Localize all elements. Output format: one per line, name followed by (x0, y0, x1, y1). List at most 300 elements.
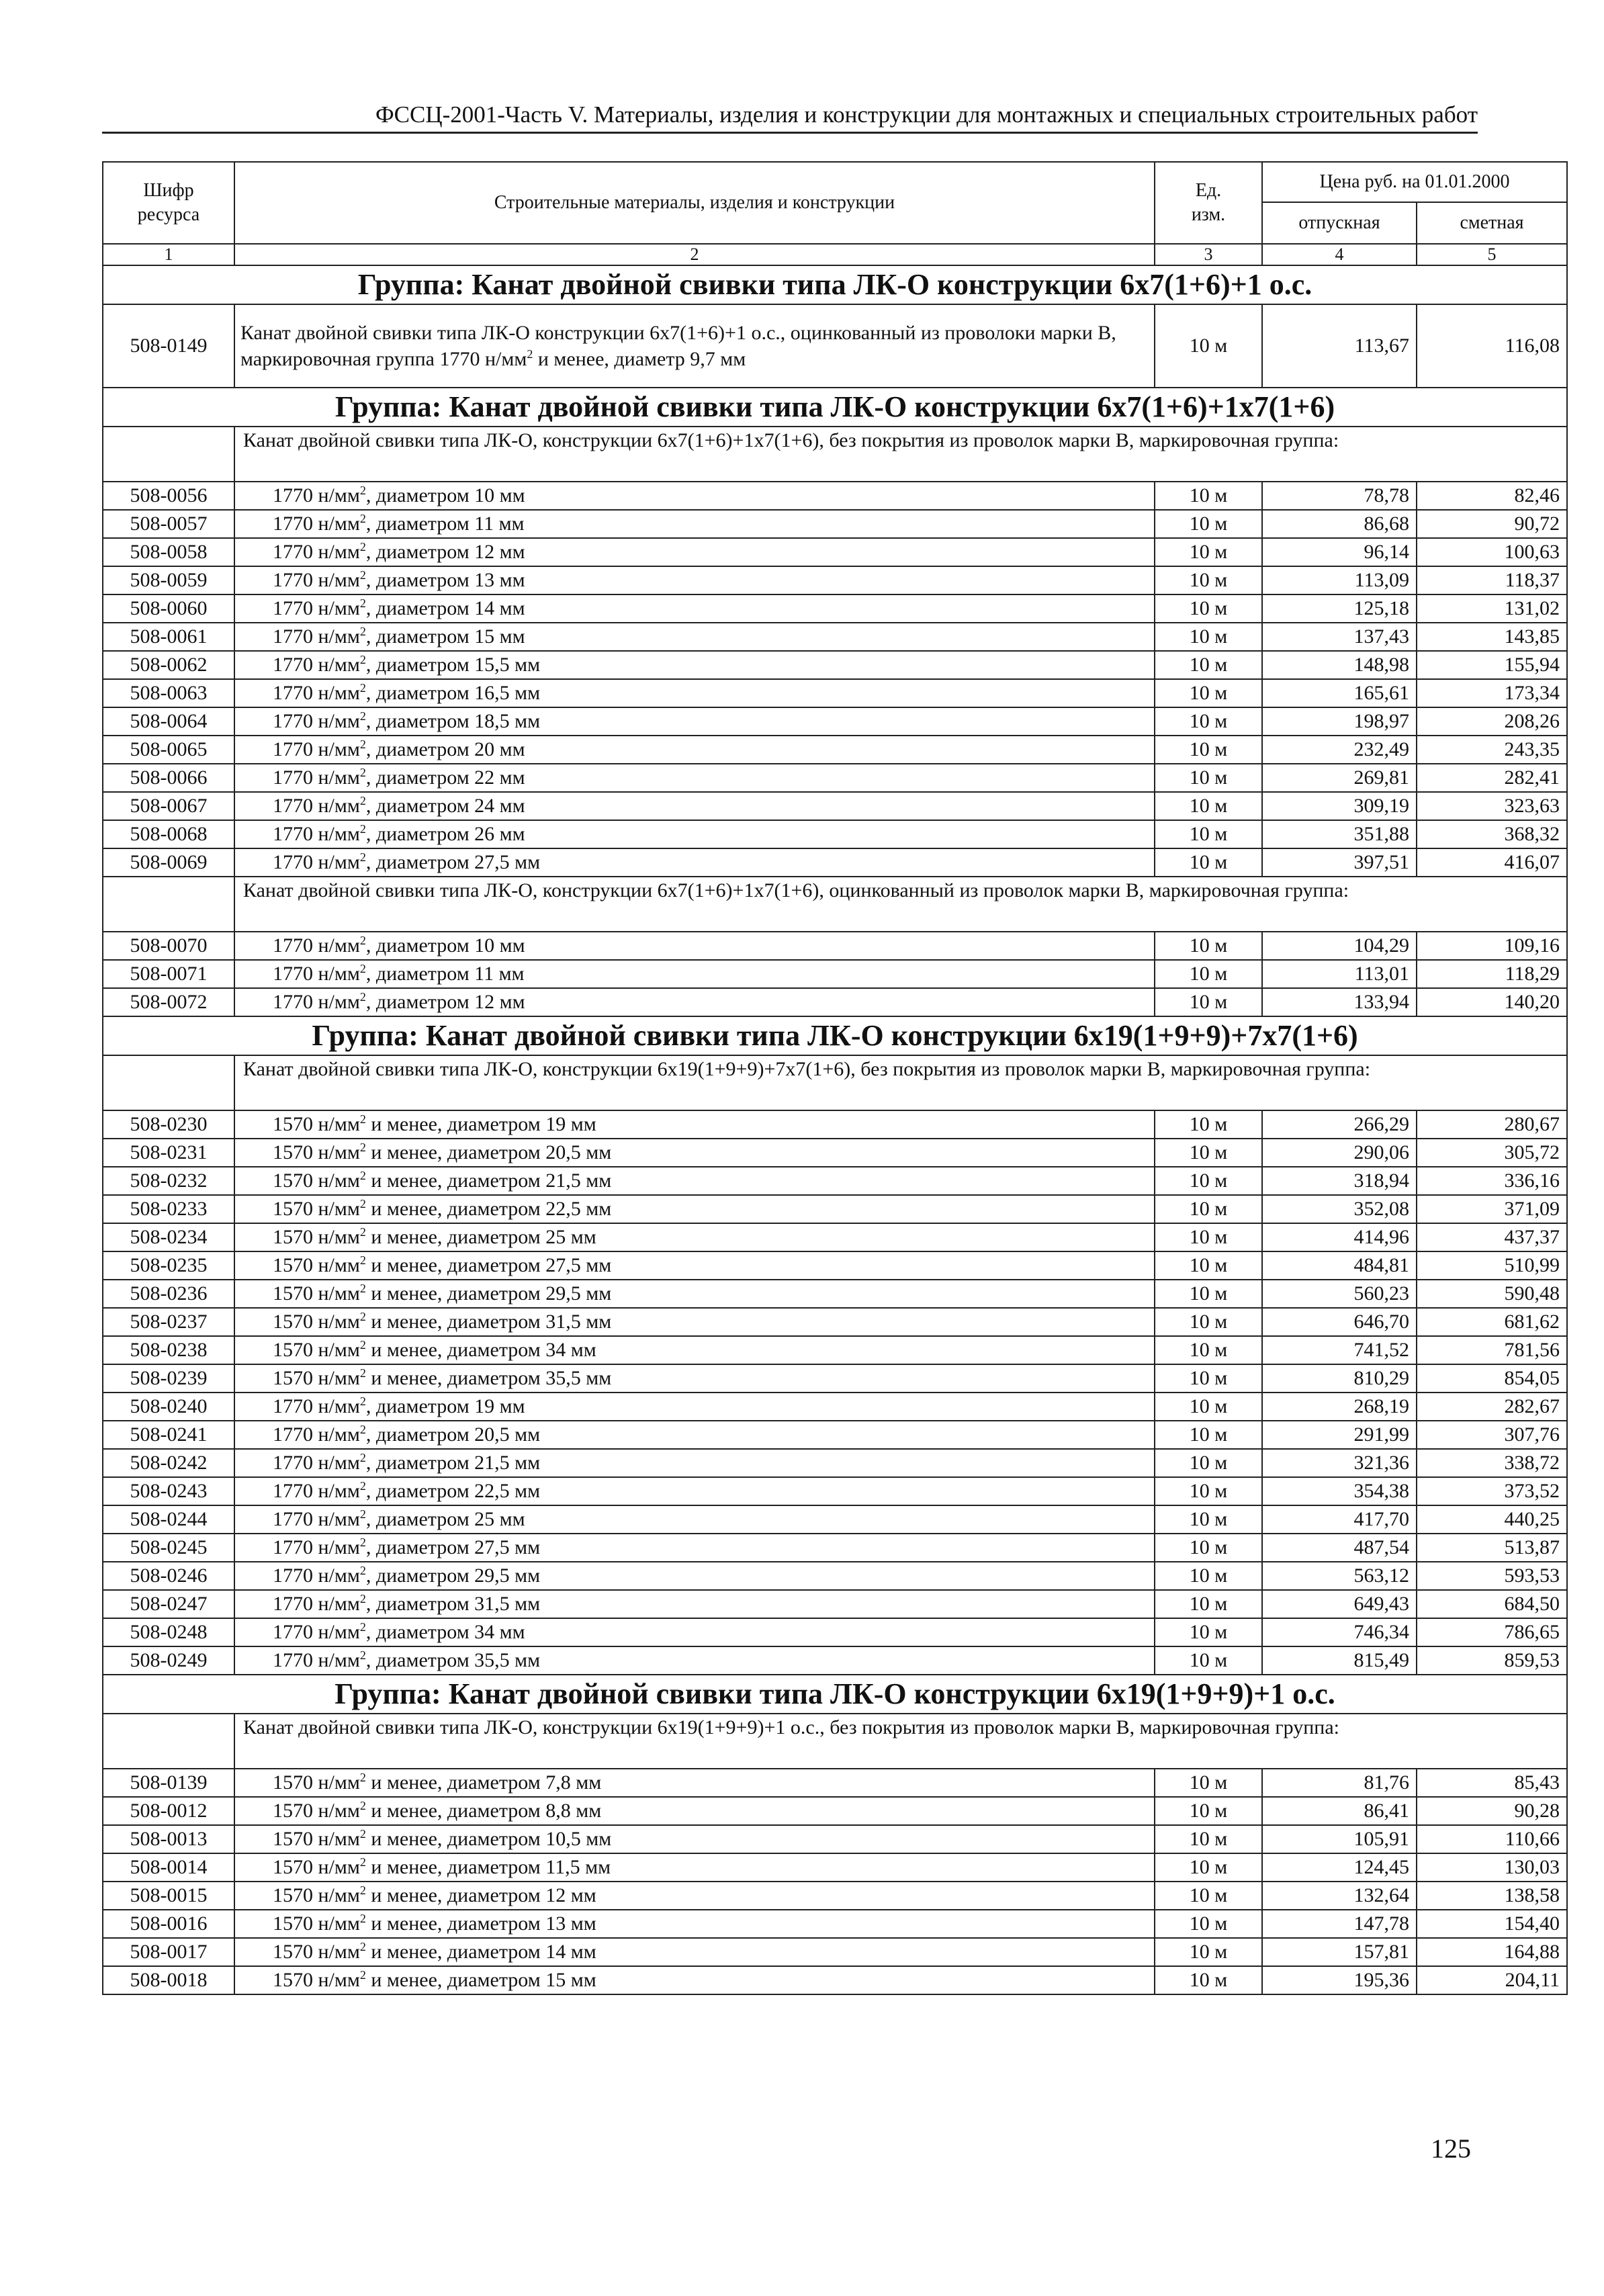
resource-code: 508-0240 (103, 1393, 234, 1421)
material-name (234, 820, 1155, 848)
grade-text: 1770 н/мм (273, 682, 360, 704)
superscript-2: 2 (359, 1620, 366, 1634)
diameter-text: , диаметром 15,5 мм (365, 654, 541, 676)
material-name (234, 1505, 1155, 1534)
table-row (103, 594, 1567, 623)
price-table (102, 161, 1568, 1995)
superscript-2: 2 (359, 1282, 366, 1295)
resource-code: 508-0056 (103, 482, 234, 510)
resource-code: 508-0018 (103, 1966, 234, 1994)
superscript-2: 2 (359, 766, 366, 779)
table-row (103, 1618, 1567, 1646)
grade-text: 1770 н/мм (273, 1508, 360, 1530)
unit: 10 м (1155, 1280, 1262, 1308)
unit: 10 м (1155, 594, 1262, 623)
release-price: 321,36 (1262, 1449, 1417, 1477)
release-price: 198,97 (1262, 707, 1417, 736)
resource-code: 508-0235 (103, 1251, 234, 1280)
resource-code: 508-0246 (103, 1562, 234, 1590)
estimate-price: 305,72 (1417, 1139, 1567, 1167)
resource-code: 508-0066 (103, 764, 234, 792)
material-name (234, 1280, 1155, 1308)
diameter-text: , диаметром 12 мм (365, 991, 525, 1013)
header-code-l2: ресурса (137, 204, 200, 225)
superscript-2: 2 (359, 1799, 366, 1812)
estimate-price: 85,43 (1417, 1769, 1567, 1797)
unit: 10 м (1155, 1477, 1262, 1505)
table-row (103, 1139, 1567, 1167)
unit: 10 м (1155, 1421, 1262, 1449)
grade-text: 1770 н/мм (273, 963, 360, 985)
diameter-text: , диаметром 26 мм (365, 823, 525, 845)
table-row (103, 304, 1567, 388)
material-name (234, 1562, 1155, 1590)
superscript-2: 2 (359, 1592, 366, 1605)
unit: 10 м (1155, 538, 1262, 566)
unit: 10 м (1155, 623, 1262, 651)
resource-code: 508-0139 (103, 1769, 234, 1797)
material-name (234, 1938, 1155, 1966)
diameter-text: и менее, диаметром 8,8 мм (365, 1800, 602, 1822)
estimate-price: 130,03 (1417, 1853, 1567, 1882)
material-name (234, 848, 1155, 877)
resource-code: 508-0230 (103, 1110, 234, 1139)
grade-text: 1770 н/мм (273, 597, 360, 619)
grade-text: 1770 н/мм (273, 1536, 360, 1558)
unit: 10 м (1155, 1308, 1262, 1336)
resource-code: 508-0061 (103, 623, 234, 651)
diameter-text: , диаметром 22 мм (365, 766, 525, 789)
estimate-price: 373,52 (1417, 1477, 1567, 1505)
diameter-text: и менее, диаметром 25 мм (365, 1226, 596, 1248)
table-row (103, 1966, 1567, 1994)
grade-text: 1570 н/мм (273, 1771, 360, 1794)
release-price: 563,12 (1262, 1562, 1417, 1590)
superscript-2: 2 (359, 1169, 366, 1182)
grade-text: 1570 н/мм (273, 1198, 360, 1220)
diameter-text: , диаметром 14 мм (365, 597, 525, 619)
diameter-text: , диаметром 25 мм (365, 1508, 525, 1530)
diameter-text: и менее, диаметром 31,5 мм (365, 1311, 612, 1333)
grade-text: 1770 н/мм (273, 1621, 360, 1643)
estimate-price: 282,67 (1417, 1393, 1567, 1421)
grade-text: 1570 н/мм (273, 1226, 360, 1248)
release-price: 104,29 (1262, 932, 1417, 960)
diameter-text: , диаметром 20 мм (365, 738, 525, 760)
diameter-text: , диаметром 27,5 мм (365, 1536, 541, 1558)
table-row (103, 1421, 1567, 1449)
estimate-price: 282,41 (1417, 764, 1567, 792)
diameter-text: и менее, диаметром 19 мм (365, 1113, 596, 1135)
grade-text: 1770 н/мм (273, 625, 360, 648)
superscript-2: 2 (359, 1940, 366, 1953)
material-name (234, 960, 1155, 988)
estimate-price: 371,09 (1417, 1195, 1567, 1223)
release-price: 165,61 (1262, 679, 1417, 707)
unit: 10 м (1155, 1825, 1262, 1853)
diameter-text: , диаметром 19 мм (365, 1395, 525, 1417)
table-body (103, 162, 1567, 1994)
table-row (103, 1280, 1567, 1308)
table-row (103, 764, 1567, 792)
grade-text: 1770 н/мм (273, 710, 360, 732)
estimate-price: 82,46 (1417, 482, 1567, 510)
unit: 10 м (1155, 1769, 1262, 1797)
resource-code: 508-0244 (103, 1505, 234, 1534)
table-row (103, 1590, 1567, 1618)
superscript-2: 2 (359, 1884, 366, 1897)
material-name (234, 538, 1155, 566)
unit: 10 м (1155, 1251, 1262, 1280)
resource-code: 508-0237 (103, 1308, 234, 1336)
unit: 10 м (1155, 1938, 1262, 1966)
diameter-text: , диаметром 20,5 мм (365, 1423, 541, 1446)
unit: 10 м (1155, 1618, 1262, 1646)
page-header: ФССЦ-2001-Часть V. Материалы, изделия и конструкции для монтажных и специальных строительных работ (375, 101, 1478, 128)
material-name (234, 1421, 1155, 1449)
resource-code: 508-0232 (103, 1167, 234, 1195)
unit: 10 м (1155, 1562, 1262, 1590)
diameter-text: и менее, диаметром 14 мм (365, 1941, 596, 1963)
resource-code: 508-0065 (103, 736, 234, 764)
unit: 10 м (1155, 1223, 1262, 1251)
grade-text: 1770 н/мм (273, 654, 360, 676)
unit: 10 м (1155, 764, 1262, 792)
superscript-2: 2 (359, 1423, 366, 1436)
estimate-price: 859,53 (1417, 1646, 1567, 1675)
estimate-price: 110,66 (1417, 1825, 1567, 1853)
table-row (103, 1769, 1567, 1797)
resource-code: 508-0067 (103, 792, 234, 820)
diameter-text: , диаметром 35,5 мм (365, 1649, 541, 1671)
estimate-price: 437,37 (1417, 1223, 1567, 1251)
column-number: 4 (1262, 244, 1417, 265)
grade-text: 1770 н/мм (273, 569, 360, 591)
material-name (234, 1769, 1155, 1797)
estimate-price: 336,16 (1417, 1167, 1567, 1195)
release-price: 397,51 (1262, 848, 1417, 877)
superscript-2: 2 (359, 738, 366, 751)
resource-code: 508-0248 (103, 1618, 234, 1646)
estimate-price: 681,62 (1417, 1308, 1567, 1336)
diameter-text: и менее, диаметром 21,5 мм (365, 1169, 612, 1192)
subgroup-description: Канат двойной свивки типа ЛК-О, конструкции 6х19(1+9+9)+7х7(1+6), без покрытия из проволок марки В, маркировочная группа: (234, 1055, 1567, 1110)
release-price: 132,64 (1262, 1882, 1417, 1910)
release-price: 148,98 (1262, 651, 1417, 679)
grade-text: 1770 н/мм (273, 1649, 360, 1671)
resource-code: 508-0064 (103, 707, 234, 736)
unit: 10 м (1155, 988, 1262, 1016)
unit: 10 м (1155, 960, 1262, 988)
release-price: 125,18 (1262, 594, 1417, 623)
table-row (103, 960, 1567, 988)
unit: 10 м (1155, 1110, 1262, 1139)
table-row (103, 1393, 1567, 1421)
estimate-price: 781,56 (1417, 1336, 1567, 1364)
grade-text: 1770 н/мм (273, 934, 360, 957)
resource-code: 508-0233 (103, 1195, 234, 1223)
table-row (103, 848, 1567, 877)
superscript-2: 2 (359, 1395, 366, 1408)
table-row (103, 1534, 1567, 1562)
material-name (234, 1251, 1155, 1280)
group-title-row (103, 1675, 1567, 1714)
material-name (234, 679, 1155, 707)
estimate-price: 100,63 (1417, 538, 1567, 566)
resource-code: 508-0231 (103, 1139, 234, 1167)
table-row (103, 1797, 1567, 1825)
release-price: 352,08 (1262, 1195, 1417, 1223)
table-row (103, 1853, 1567, 1882)
superscript-2: 2 (359, 794, 366, 807)
release-price: 78,78 (1262, 482, 1417, 510)
resource-code: 508-0239 (103, 1364, 234, 1393)
table-row (103, 679, 1567, 707)
unit: 10 м (1155, 1966, 1262, 1994)
material-name (234, 510, 1155, 538)
diameter-text: и менее, диаметром 15 мм (365, 1969, 596, 1991)
material-name (234, 1336, 1155, 1364)
estimate-price: 684,50 (1417, 1590, 1567, 1618)
unit: 10 м (1155, 482, 1262, 510)
resource-code: 508-0245 (103, 1534, 234, 1562)
release-price: 354,38 (1262, 1477, 1417, 1505)
estimate-price: 854,05 (1417, 1364, 1567, 1393)
diameter-text: и менее, диаметром 35,5 мм (365, 1367, 612, 1389)
estimate-price: 138,58 (1417, 1882, 1567, 1910)
resource-code: 508-0241 (103, 1421, 234, 1449)
material-name (234, 1618, 1155, 1646)
table-row (103, 1938, 1567, 1966)
superscript-2: 2 (359, 1564, 366, 1577)
superscript-2: 2 (359, 990, 366, 1004)
material-name (234, 988, 1155, 1016)
superscript-2: 2 (359, 1366, 366, 1380)
unit: 10 м (1155, 707, 1262, 736)
grade-text: 1570 н/мм (273, 1969, 360, 1991)
release-price: 81,76 (1262, 1769, 1417, 1797)
diameter-text: , диаметром 31,5 мм (365, 1593, 541, 1615)
grade-text: 1570 н/мм (273, 1169, 360, 1192)
superscript-2: 2 (359, 1648, 366, 1662)
superscript-2: 2 (359, 1968, 366, 1982)
table-row (103, 1251, 1567, 1280)
resource-code: 508-0242 (103, 1449, 234, 1477)
estimate-price: 155,94 (1417, 651, 1567, 679)
resource-code: 508-0015 (103, 1882, 234, 1910)
superscript-2: 2 (359, 1310, 366, 1323)
material-name (234, 1910, 1155, 1938)
grade-text: 1770 н/мм (273, 1423, 360, 1446)
group-title-row (103, 1016, 1567, 1055)
estimate-price: 140,20 (1417, 988, 1567, 1016)
estimate-price: 118,29 (1417, 960, 1567, 988)
grade-text: 1770 н/мм (273, 991, 360, 1013)
grade-text: 1570 н/мм (273, 1254, 360, 1276)
diameter-text: , диаметром 11 мм (365, 513, 525, 535)
unit: 10 м (1155, 736, 1262, 764)
resource-code: 508-0249 (103, 1646, 234, 1675)
release-price: 113,01 (1262, 960, 1417, 988)
resource-code: 508-0072 (103, 988, 234, 1016)
grade-text: 1770 н/мм (273, 823, 360, 845)
table-row (103, 932, 1567, 960)
group-title-row (103, 265, 1567, 304)
resource-code: 508-0069 (103, 848, 234, 877)
table-row (103, 1505, 1567, 1534)
release-price: 741,52 (1262, 1336, 1417, 1364)
unit: 10 м (1155, 1393, 1262, 1421)
group-title: Группа: Канат двойной свивки типа ЛК-О конструкции 6х7(1+6)+1 о.с. (103, 265, 1567, 304)
grade-text: 1770 н/мм (273, 513, 360, 535)
estimate-price: 280,67 (1417, 1110, 1567, 1139)
resource-code: 508-0014 (103, 1853, 234, 1882)
superscript-2: 2 (359, 681, 366, 695)
release-price: 560,23 (1262, 1280, 1417, 1308)
estimate-price: 164,88 (1417, 1938, 1567, 1966)
subgroup-code-blank (103, 1055, 234, 1110)
unit: 10 м (1155, 792, 1262, 820)
table-row (103, 1195, 1567, 1223)
header-unit-l1: Ед. (1195, 180, 1222, 201)
estimate-price: 143,85 (1417, 623, 1567, 651)
material-name (234, 1590, 1155, 1618)
resource-code: 508-0071 (103, 960, 234, 988)
diameter-text: и менее, диаметром 34 мм (365, 1339, 596, 1361)
material-name (234, 1853, 1155, 1882)
unit: 10 м (1155, 820, 1262, 848)
material-name (234, 792, 1155, 820)
release-price: 96,14 (1262, 538, 1417, 566)
release-price: 232,49 (1262, 736, 1417, 764)
material-name (234, 1534, 1155, 1562)
diameter-text: и менее, диаметром 27,5 мм (365, 1254, 612, 1276)
release-price: 113,09 (1262, 566, 1417, 594)
unit: 10 м (1155, 1505, 1262, 1534)
resource-code: 508-0057 (103, 510, 234, 538)
grade-text: 1570 н/мм (273, 1856, 360, 1878)
subgroup-description: Канат двойной свивки типа ЛК-О, конструкции 6х7(1+6)+1х7(1+6), оцинкованный из проволок марки В, маркировочная группа: (234, 877, 1567, 932)
superscript-2: 2 (359, 625, 366, 638)
grade-text: 1770 н/мм (273, 1593, 360, 1615)
unit: 10 м (1155, 1797, 1262, 1825)
release-price: 351,88 (1262, 820, 1417, 848)
superscript-2: 2 (359, 653, 366, 666)
table-row (103, 820, 1567, 848)
grade-text: 1570 н/мм (273, 1311, 360, 1333)
grade-text: 1570 н/мм (273, 1828, 360, 1850)
estimate-price: 338,72 (1417, 1449, 1567, 1477)
estimate-price: 368,32 (1417, 820, 1567, 848)
resource-code: 508-0016 (103, 1910, 234, 1938)
grade-text: 1770 н/мм (273, 484, 360, 506)
grade-text: 1570 н/мм (273, 1800, 360, 1822)
release-price: 105,91 (1262, 1825, 1417, 1853)
header-estimate: сметная (1417, 202, 1567, 244)
superscript-2: 2 (359, 1536, 366, 1549)
grade-text: 1570 н/мм (273, 1941, 360, 1963)
material-name (234, 1797, 1155, 1825)
material-name (234, 623, 1155, 651)
release-price: 124,45 (1262, 1853, 1417, 1882)
grade-text: 1570 н/мм (273, 1339, 360, 1361)
release-price: 86,41 (1262, 1797, 1417, 1825)
superscript-2: 2 (359, 1141, 366, 1154)
table-row (103, 538, 1567, 566)
grade-text: 1570 н/мм (273, 1884, 360, 1906)
grade-text: 1770 н/мм (273, 1395, 360, 1417)
table-row (103, 792, 1567, 820)
diameter-text: , диаметром 15 мм (365, 625, 525, 648)
resource-code: 508-0058 (103, 538, 234, 566)
unit: 10 м (1155, 1853, 1262, 1882)
grade-text: 1770 н/мм (273, 851, 360, 873)
resource-code: 508-0149 (103, 304, 234, 388)
release-price: 113,67 (1262, 304, 1417, 388)
diameter-text: и менее, диаметром 22,5 мм (365, 1198, 612, 1220)
unit: 10 м (1155, 651, 1262, 679)
header-unit-l2: изм. (1191, 204, 1226, 225)
release-price: 266,29 (1262, 1110, 1417, 1139)
unit: 10 м (1155, 848, 1262, 877)
material-name (234, 1882, 1155, 1910)
diameter-text: , диаметром 13 мм (365, 569, 525, 591)
material-name (234, 1825, 1155, 1853)
release-price: 484,81 (1262, 1251, 1417, 1280)
name-text: Канат двойной свивки типа ЛК-О конструкции 6х7(1+6)+1 о.с., оцинкованный из проволоки марки В, маркировочная группа 1770 н/мм (240, 322, 1116, 370)
unit: 10 м (1155, 1646, 1262, 1675)
table-row (103, 1825, 1567, 1853)
superscript-2: 2 (359, 1451, 366, 1464)
table-row (103, 1110, 1567, 1139)
unit: 10 м (1155, 1449, 1262, 1477)
material-name (234, 1139, 1155, 1167)
superscript-2: 2 (359, 1771, 366, 1784)
group-title-row (103, 388, 1567, 427)
release-price: 815,49 (1262, 1646, 1417, 1675)
superscript-2: 2 (359, 850, 366, 864)
header-rule (102, 132, 1478, 134)
release-price: 291,99 (1262, 1421, 1417, 1449)
estimate-price: 116,08 (1417, 304, 1567, 388)
diameter-text: , диаметром 29,5 мм (365, 1564, 541, 1587)
diameter-text: , диаметром 22,5 мм (365, 1480, 541, 1502)
release-price: 147,78 (1262, 1910, 1417, 1938)
table-row (103, 1223, 1567, 1251)
header-code (103, 162, 234, 244)
column-number: 3 (1155, 244, 1262, 265)
estimate-price: 154,40 (1417, 1910, 1567, 1938)
resource-code: 508-0062 (103, 651, 234, 679)
table-row (103, 1646, 1567, 1675)
unit: 10 м (1155, 932, 1262, 960)
diameter-text: , диаметром 11 мм (365, 963, 525, 985)
grade-text: 1770 н/мм (273, 795, 360, 817)
diameter-text: и менее, диаметром 10,5 мм (365, 1828, 612, 1850)
material-name (234, 1393, 1155, 1421)
header-code-l1: Шифр (143, 180, 194, 201)
table-row (103, 651, 1567, 679)
superscript-2: 2 (359, 709, 366, 723)
superscript-2: 2 (359, 1507, 366, 1521)
material-name (234, 1167, 1155, 1195)
table-row (103, 510, 1567, 538)
column-number: 5 (1417, 244, 1567, 265)
table-row (103, 988, 1567, 1016)
subgroup-code-blank (103, 877, 234, 932)
release-price: 157,81 (1262, 1938, 1417, 1966)
release-price: 268,19 (1262, 1393, 1417, 1421)
